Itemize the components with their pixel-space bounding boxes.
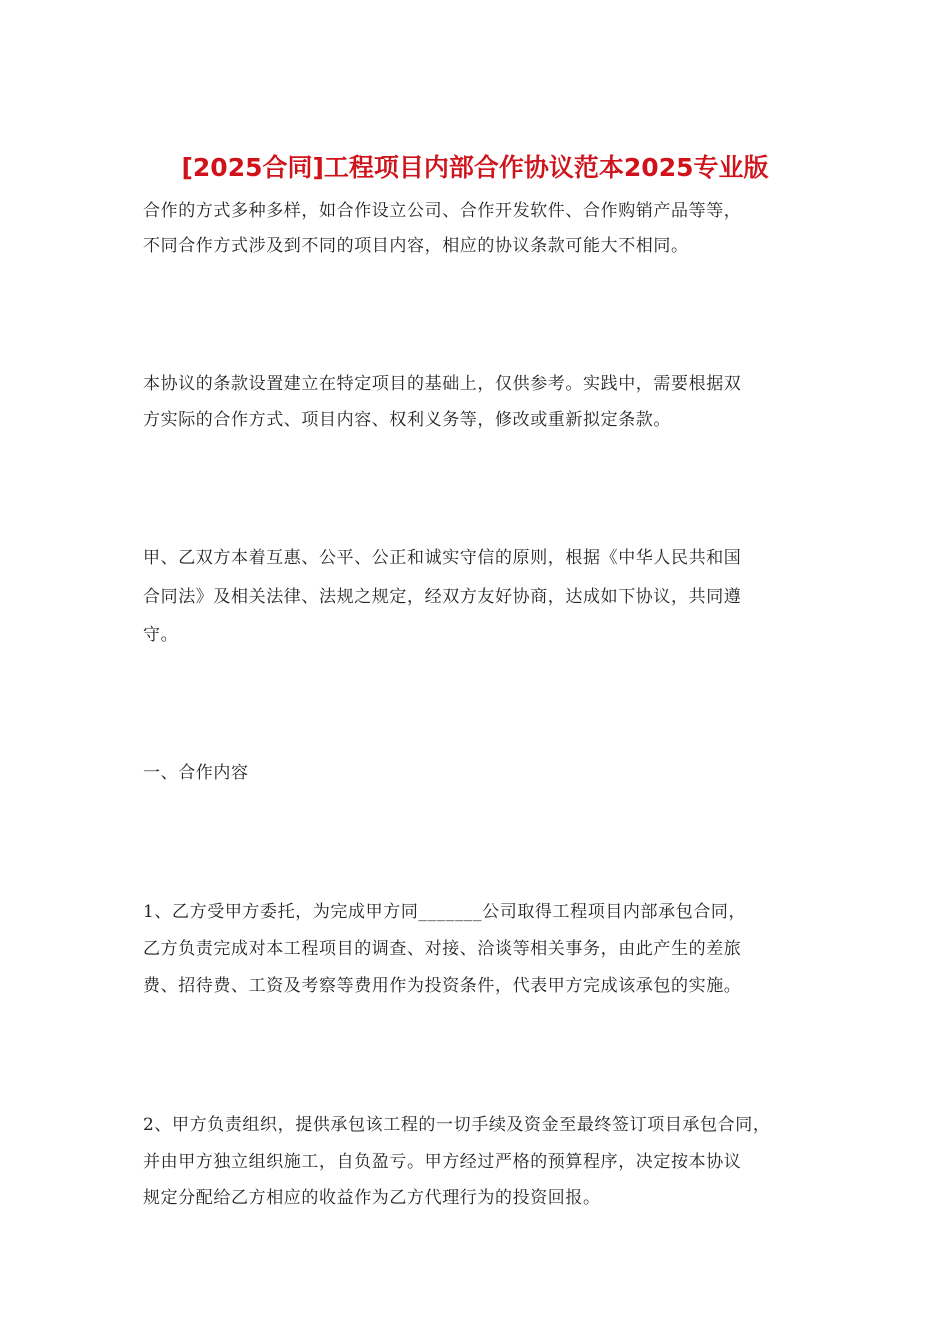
paragraph-1-line-2: 不同合作方式涉及到不同的项目内容，相应的协议条款可能大不相同。 <box>143 236 689 256</box>
item-1-line-1: 1、乙方受甲方委托，为完成甲方同_______公司取得工程项目内部承包合同， <box>143 902 747 922</box>
paragraph-3-line-3: 守。 <box>143 625 179 645</box>
item-1-line-3: 费、招待费、工资及考察等费用作为投资条件，代表甲方完成该承包的实施。 <box>143 976 742 996</box>
item-2-line-3: 规定分配给乙方相应的收益作为乙方代理行为的投资回报。 <box>143 1188 601 1208</box>
document-title: [2025合同]工程项目内部合作协议范本2025专业版 <box>181 153 769 182</box>
item-1-line-2: 乙方负责完成对本工程项目的调查、对接、洽谈等相关事务，由此产生的差旅 <box>143 939 742 959</box>
paragraph-3-line-2: 合同法》及相关法律、法规之规定，经双方友好协商，达成如下协议，共同遵 <box>143 587 742 607</box>
section-heading: 一、合作内容 <box>143 763 249 783</box>
item-2-line-2: 并由甲方独立组织施工，自负盈亏。甲方经过严格的预算程序，决定按本协议 <box>143 1152 742 1172</box>
paragraph-3-line-1: 甲、乙双方本着互惠、公平、公正和诚实守信的原则，根据《中华人民共和国 <box>143 548 742 568</box>
paragraph-2-line-2: 方实际的合作方式、项目内容、权利义务等，修改或重新拟定条款。 <box>143 410 671 430</box>
paragraph-2-line-1: 本协议的条款设置建立在特定项目的基础上，仅供参考。实践中，需要根据双 <box>143 374 742 394</box>
paragraph-1-line-1: 合作的方式多种多样，如合作设立公司、合作开发软件、合作购销产品等等， <box>143 201 742 221</box>
item-2-line-1: 2、甲方负责组织，提供承包该工程的一切手续及资金至最终签订项目承包合同， <box>143 1115 771 1135</box>
